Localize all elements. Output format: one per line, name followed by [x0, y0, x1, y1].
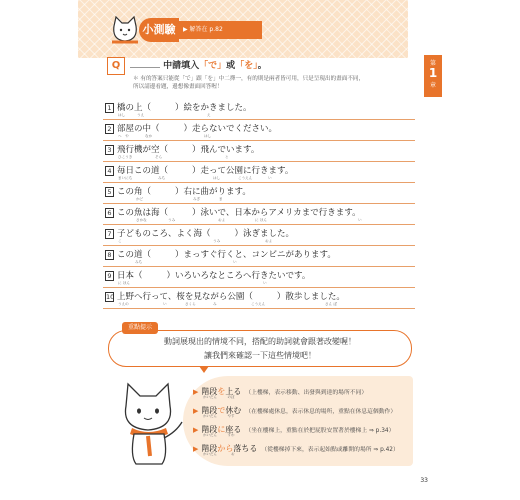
verb-particle: を	[217, 387, 226, 396]
verb-explanation: （在樓梯處休息，表示休息的場所，重點在休息這個動作）	[245, 409, 397, 415]
furigana: ま	[219, 197, 223, 201]
exercise-row	[103, 267, 415, 288]
exercise-list	[103, 99, 415, 309]
furigana: と	[225, 155, 229, 159]
exercise-sentence	[117, 122, 277, 134]
option-de: 「で」	[199, 61, 227, 71]
sentence-after: ）走って公園に行きます。	[192, 166, 294, 176]
exercise-sentence	[117, 101, 252, 113]
page-number: 33	[420, 477, 428, 484]
sentence-after: ）泳いで、日本からアメリカまで行きます。	[192, 208, 361, 218]
verb-example-row	[193, 443, 399, 454]
furigana: およ	[218, 218, 226, 222]
verb-particle: で	[217, 406, 226, 415]
verb-word: 落ちる	[233, 444, 258, 453]
point-line-2: 讓我們來確認一下這些情境吧！	[204, 351, 316, 360]
sentence-before: 子どものころ、よく海（	[117, 229, 211, 239]
furigana: い	[233, 260, 237, 264]
furigana: さかな	[136, 218, 147, 222]
furigana: かど	[136, 197, 144, 201]
exercise-number: 6	[105, 208, 114, 218]
furigana: こうえん	[251, 302, 266, 306]
exercise-row	[103, 99, 415, 120]
question-end: 。	[257, 61, 267, 71]
exercise-row	[103, 225, 415, 246]
sentence-before: 橋の上（	[117, 103, 152, 113]
furigana: うえ	[137, 113, 145, 117]
question-prompt: 中請填入	[163, 61, 200, 71]
sentence-before: 飛行機が空（	[117, 145, 169, 155]
sentence-after: ）絵をかきました。	[175, 103, 252, 113]
cat-head-icon	[110, 14, 140, 46]
verb-explanation: （從樓梯掉下來，表示起始點或離開的場所 ⇒ p.42）	[261, 447, 399, 453]
triangle-bullet-icon: ▶	[193, 445, 199, 453]
furigana: みち	[158, 176, 166, 180]
exercise-row	[103, 120, 415, 141]
note-line-2: 所以請邊看題，邊想像畫面回答喔！	[133, 84, 223, 90]
furigana: さん ぽ	[325, 302, 337, 306]
question-mark: Q	[107, 57, 125, 75]
sentence-before: 毎日この道（	[117, 166, 169, 176]
exercise-row	[103, 183, 415, 204]
chapter-tab	[424, 55, 442, 97]
sentence-before: 部屋の中（	[117, 124, 160, 134]
sentence-before: この道（	[117, 250, 152, 260]
option-wo: 「を」	[235, 61, 258, 71]
chapter-label-bottom: 章	[429, 82, 436, 89]
furigana: はし	[213, 176, 221, 180]
furigana: え	[207, 113, 211, 117]
exercise-number: 5	[105, 187, 114, 197]
verb-explanation: （坐在樓梯上，重點在於把屁股安置著於樓梯上 ⇒ p.34）	[245, 428, 395, 434]
furigana: うえの	[118, 302, 129, 306]
exercise-row	[103, 246, 415, 267]
sentence-after: ）走らないでください。	[183, 124, 278, 134]
verb-noun: 階段	[201, 425, 218, 434]
exercise-sentence	[117, 206, 361, 218]
verb-furigana: かいだん すわ	[203, 433, 235, 437]
exercise-sentence	[117, 164, 293, 176]
exercise-sentence	[117, 269, 310, 281]
furigana: なか	[145, 134, 153, 138]
point-label: 重點提示	[122, 322, 158, 334]
furigana: み	[213, 302, 217, 306]
verb-example-row	[193, 386, 367, 397]
speech-tail	[199, 366, 209, 373]
exercise-number: 1	[105, 103, 114, 113]
verb-example-row	[193, 424, 394, 435]
exercise-row	[103, 162, 415, 183]
sentence-after: ）まっすぐ行くと、コンビニがあります。	[175, 250, 336, 260]
exercise-row	[103, 141, 415, 162]
verb-noun: 階段	[201, 387, 218, 396]
sentence-before: 日本（	[117, 271, 143, 281]
verb-explanation: （上樓梯，表示移動、出發與到達的場所不同）	[245, 390, 368, 396]
exercise-sentence	[117, 185, 251, 197]
triangle-bullet-icon: ▶	[193, 388, 199, 396]
note-line-1: ＊ 有的答案只能從「で」跟「を」中二擇一，有的則是兩者皆可用，只是呈現出的畫面不同，	[133, 76, 365, 82]
verb-particle: から	[217, 444, 234, 453]
triangle-bullet-icon: ▶	[193, 426, 199, 434]
furigana: はし	[118, 113, 126, 117]
verb-furigana: かいだん お	[203, 452, 235, 456]
verb-furigana: かいだん のぼ	[203, 395, 235, 399]
point-line-1: 動詞展現出的情境不同，搭配的助詞就會跟著改變喔！	[164, 337, 356, 346]
verb-furigana: かいだん やす	[203, 414, 235, 418]
furigana: うみ	[168, 218, 176, 222]
furigana: みち	[135, 260, 143, 264]
exercise-number: 2	[105, 124, 114, 134]
furigana: こうえん	[238, 176, 253, 180]
sentence-after: ）右に曲がります。	[175, 187, 251, 197]
furigana: まいにち	[118, 176, 133, 180]
furigana: うみ	[213, 239, 221, 243]
furigana: さくら	[185, 302, 196, 306]
chapter-label-top: 第	[429, 60, 436, 67]
furigana: い	[358, 218, 362, 222]
cat-illustration	[112, 376, 192, 466]
furigana: い	[163, 302, 167, 306]
exercise-row	[103, 288, 415, 309]
furigana: ひこうき	[118, 155, 133, 159]
question-blank	[130, 67, 160, 68]
exercise-sentence	[117, 143, 259, 155]
furigana: い	[263, 281, 267, 285]
sentence-before: 上野へ行って、桜を見ながら公園（	[117, 292, 253, 302]
furigana: へ や	[118, 134, 129, 138]
verb-example-row	[193, 405, 396, 416]
chapter-number: 1	[428, 66, 438, 80]
section-title: 小測驗	[139, 18, 179, 42]
sentence-before: この角（	[117, 187, 152, 197]
furigana: そら	[155, 155, 163, 159]
point-box	[108, 330, 412, 367]
furigana: みぎ	[193, 197, 201, 201]
exercise-sentence	[117, 290, 345, 302]
sentence-after: ）いろいろなところへ行きたいです。	[166, 271, 311, 281]
exercise-number: 3	[105, 145, 114, 155]
verb-noun: 階段	[201, 444, 218, 453]
question-or: 或	[226, 61, 236, 71]
verb-noun: 階段	[201, 406, 218, 415]
sentence-after: ）散歩しました。	[276, 292, 345, 302]
answer-reference: ▶ 解答在 p.82	[178, 21, 262, 39]
sentence-after: ）飛んでいます。	[192, 145, 260, 155]
exercise-number: 8	[105, 250, 114, 260]
question-text	[130, 58, 267, 71]
exercise-number: 10	[106, 293, 115, 301]
furigana: はし	[204, 134, 212, 138]
exercise-row	[103, 204, 415, 225]
verb-example-panel	[183, 376, 413, 466]
verb-particle: に	[217, 425, 226, 434]
verb-word: 座る	[225, 425, 242, 434]
exercise-sentence	[117, 248, 336, 260]
sentence-after: ）泳ぎました。	[234, 229, 295, 239]
triangle-bullet-icon: ▶	[193, 407, 199, 415]
furigana: こ	[118, 239, 122, 243]
exercise-number: 7	[105, 229, 114, 239]
furigana: に ほん	[118, 281, 130, 285]
sentence-before: この魚は海（	[117, 208, 169, 218]
furigana: およ	[265, 239, 273, 243]
exercise-sentence	[117, 227, 294, 239]
furigana: い	[268, 176, 272, 180]
verb-word: 休む	[225, 406, 242, 415]
verb-word: 上る	[225, 387, 242, 396]
exercise-number: 9	[105, 271, 114, 281]
exercise-number: 4	[105, 166, 114, 176]
furigana: に ほん	[255, 218, 267, 222]
